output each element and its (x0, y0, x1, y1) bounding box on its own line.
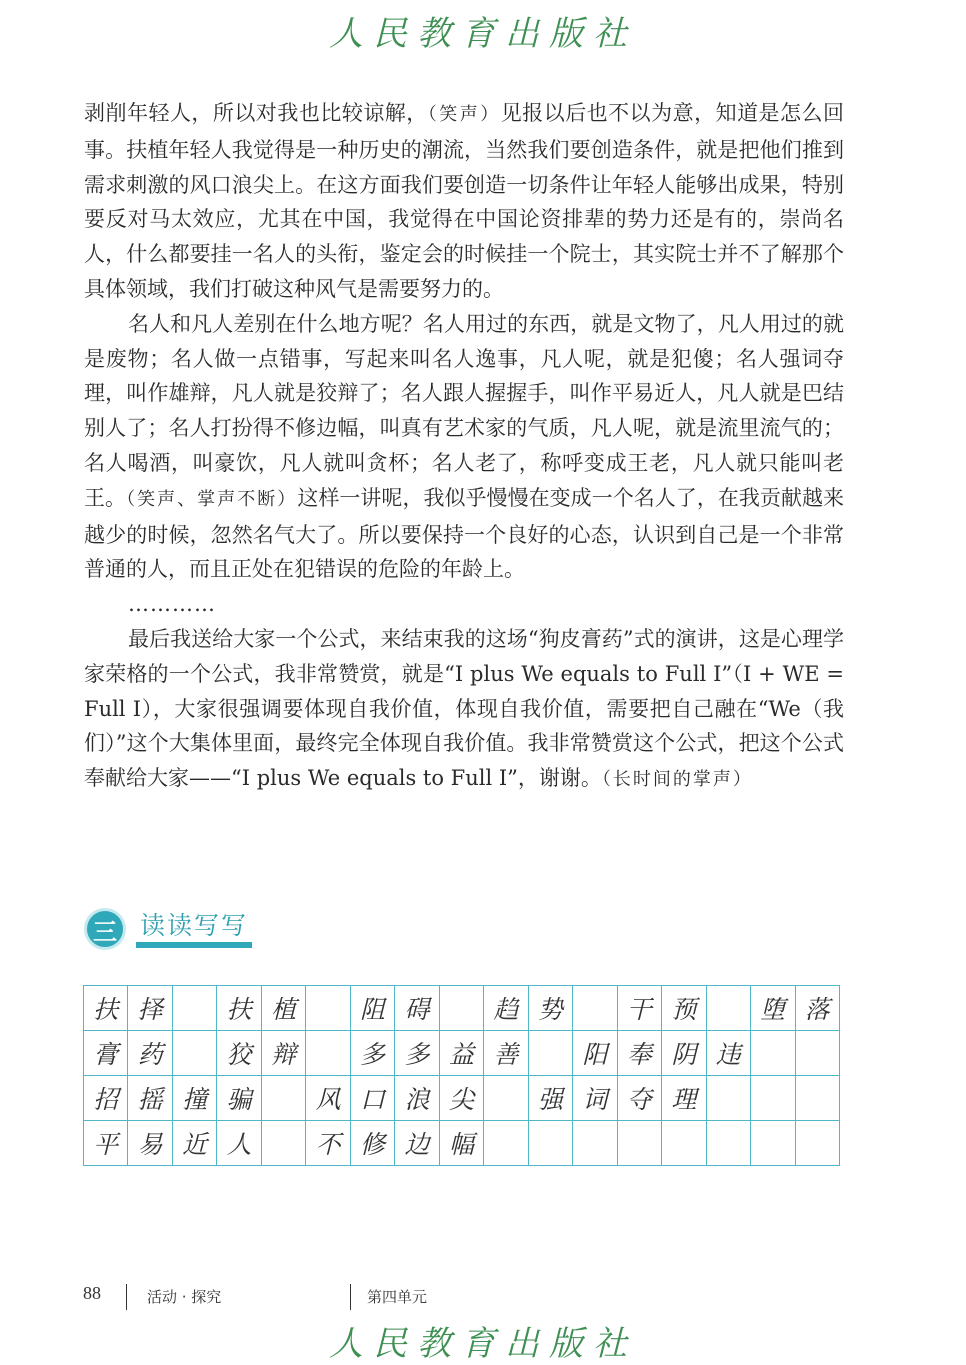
audience-reaction: （长时间的掌声） (601, 769, 753, 791)
grid-cell (261, 1076, 305, 1121)
paragraph-3: 最后我送给大家一个公式，来结束我的这场“狗皮膏药”式的演讲，这是心理学家荣格的一个公式，我非常赞赏，就是“I plus We equals to Full I”（I + WE = Full I），大家很强调要体现自我价值，体现自我价值，需要把自己融在“We（我们）”这个大集体里面，最终完全体现自我价值。我非常赞赏这个公式，把这个公式奉献给大家——“I plus We equals to Full I”，谢谢。（长时间的掌声） (84, 626, 844, 791)
audience-reaction: （笑声） (427, 104, 501, 125)
grid-cell (484, 1121, 528, 1166)
grid-cell: 阴 (662, 1031, 706, 1076)
grid-cell: 落 (795, 986, 839, 1031)
grid-cell: 撞 (172, 1076, 216, 1121)
grid-cell: 风 (306, 1076, 350, 1121)
grid-row (84, 986, 840, 1031)
grid-cell: 阳 (573, 1031, 617, 1076)
grid-cell (706, 1121, 750, 1166)
footer-section-label: 活动 · 探究 (147, 1288, 222, 1306)
grid-cell: 幅 (439, 1121, 483, 1166)
grid-cell: 近 (172, 1121, 216, 1166)
grid-cell: 碍 (395, 986, 439, 1031)
grid-cell: 夺 (617, 1076, 661, 1121)
grid-cell (306, 1031, 350, 1076)
grid-cell: 预 (662, 986, 706, 1031)
article-body (84, 96, 844, 798)
section-number-icon: 三 (84, 908, 126, 950)
grid-cell: 强 (528, 1076, 572, 1121)
grid-cell: 边 (395, 1121, 439, 1166)
grid-cell (573, 986, 617, 1031)
grid-cell: 骗 (217, 1076, 261, 1121)
grid-cell (172, 1031, 216, 1076)
grid-cell (528, 1121, 572, 1166)
grid-cell (751, 1121, 795, 1166)
grid-cell: 词 (573, 1076, 617, 1121)
grid-cell (172, 986, 216, 1031)
grid-cell: 堕 (751, 986, 795, 1031)
grid-cell: 膏 (84, 1031, 128, 1076)
grid-cell: 不 (306, 1121, 350, 1166)
vocabulary-grid (83, 985, 840, 1166)
grid-cell: 干 (617, 986, 661, 1031)
grid-cell (439, 986, 483, 1031)
grid-cell (484, 1076, 528, 1121)
publisher-logo-top: 人民教育出版社 (329, 14, 637, 54)
audience-reaction: （笑声、掌声不断） (126, 488, 298, 510)
grid-cell: 狡 (217, 1031, 261, 1076)
grid-cell: 尖 (439, 1076, 483, 1121)
paragraph-1: 剥削年轻人，所以对我也比较谅解，（笑声）见报以后也不以为意，知道是怎么回事。扶植年轻人我觉得是一种历史的潮流，当然我们要创造条件，就是把他们推到需求刺激的风口浪尖上。在这方面我们要创造一切条件让年轻人能够出成果，特别要反对马太效应，尤其在中国，我觉得在中国论资排辈的势力还是有的，崇尚名人，什么都要挂一名人的头衔，鉴定会的时候挂一个院士，其实院士并不了解那个具体领域，我们打破这种风气是需要努力的。 (84, 101, 845, 301)
grid-cell (306, 986, 350, 1031)
grid-cell (706, 986, 750, 1031)
footer-unit-label: 第四单元 (367, 1288, 428, 1306)
grid-cell: 药 (128, 1031, 172, 1076)
grid-cell: 植 (261, 986, 305, 1031)
footer-divider (126, 1284, 127, 1310)
grid-cell: 善 (484, 1031, 528, 1076)
page-number: 88 (83, 1283, 101, 1303)
grid-cell: 扶 (217, 986, 261, 1031)
grid-row (84, 1121, 840, 1166)
grid-cell (261, 1121, 305, 1166)
grid-cell: 趋 (484, 986, 528, 1031)
section-title: 读读写写 (140, 911, 249, 940)
grid-cell (795, 1076, 839, 1121)
grid-cell: 修 (350, 1121, 394, 1166)
grid-cell (795, 1031, 839, 1076)
grid-cell (706, 1076, 750, 1121)
footer-divider (350, 1284, 351, 1310)
grid-cell: 人 (217, 1121, 261, 1166)
grid-cell: 辩 (261, 1031, 305, 1076)
grid-cell: 浪 (395, 1076, 439, 1121)
ellipsis: ………… (128, 592, 216, 617)
grid-cell: 招 (84, 1076, 128, 1121)
grid-cell (617, 1121, 661, 1166)
grid-row (84, 1031, 840, 1076)
grid-cell: 奉 (617, 1031, 661, 1076)
grid-cell (662, 1121, 706, 1166)
publisher-logo-bottom: 人民教育出版社 (329, 1324, 637, 1364)
section-heading (84, 902, 284, 952)
grid-cell: 扶 (84, 986, 128, 1031)
section-underline (136, 942, 252, 948)
grid-cell: 违 (706, 1031, 750, 1076)
grid-cell: 多 (350, 1031, 394, 1076)
grid-cell (795, 1121, 839, 1166)
grid-cell: 平 (84, 1121, 128, 1166)
grid-cell: 理 (662, 1076, 706, 1121)
grid-row (84, 1076, 840, 1121)
grid-cell: 势 (528, 986, 572, 1031)
grid-cell: 择 (128, 986, 172, 1031)
grid-cell (751, 1031, 795, 1076)
grid-cell (528, 1031, 572, 1076)
grid-cell (751, 1076, 795, 1121)
paragraph-2: 名人和凡人差别在什么地方呢？名人用过的东西，就是文物了，凡人用过的就是废物；名人做一点错事，写起来叫名人逸事，凡人呢，就是犯傻；名人强词夺理，叫作雄辩，凡人就是狡辩了；名人跟人握握手，叫作平易近人，凡人就是巴结别人了；名人打扮得不修边幅，叫真有艺术家的气质，凡人呢，就是流里流气的；名人喝酒，叫豪饮，凡人就叫贪杯；名人老了，称呼变成王老，凡人就只能叫老王。（笑声、掌声不断）这样一讲呢，我似乎慢慢在变成一个名人了，在我贡献越来越少的时候，忽然名气大了。所以要保持一个良好的心态，认识到自己是一个非常普通的人，而且正处在犯错误的危险的年龄上。 (84, 311, 845, 582)
grid-cell (573, 1121, 617, 1166)
grid-cell: 摇 (128, 1076, 172, 1121)
grid-cell: 多 (395, 1031, 439, 1076)
grid-cell: 口 (350, 1076, 394, 1121)
grid-cell: 益 (439, 1031, 483, 1076)
grid-cell: 易 (128, 1121, 172, 1166)
grid-cell: 阻 (350, 986, 394, 1031)
